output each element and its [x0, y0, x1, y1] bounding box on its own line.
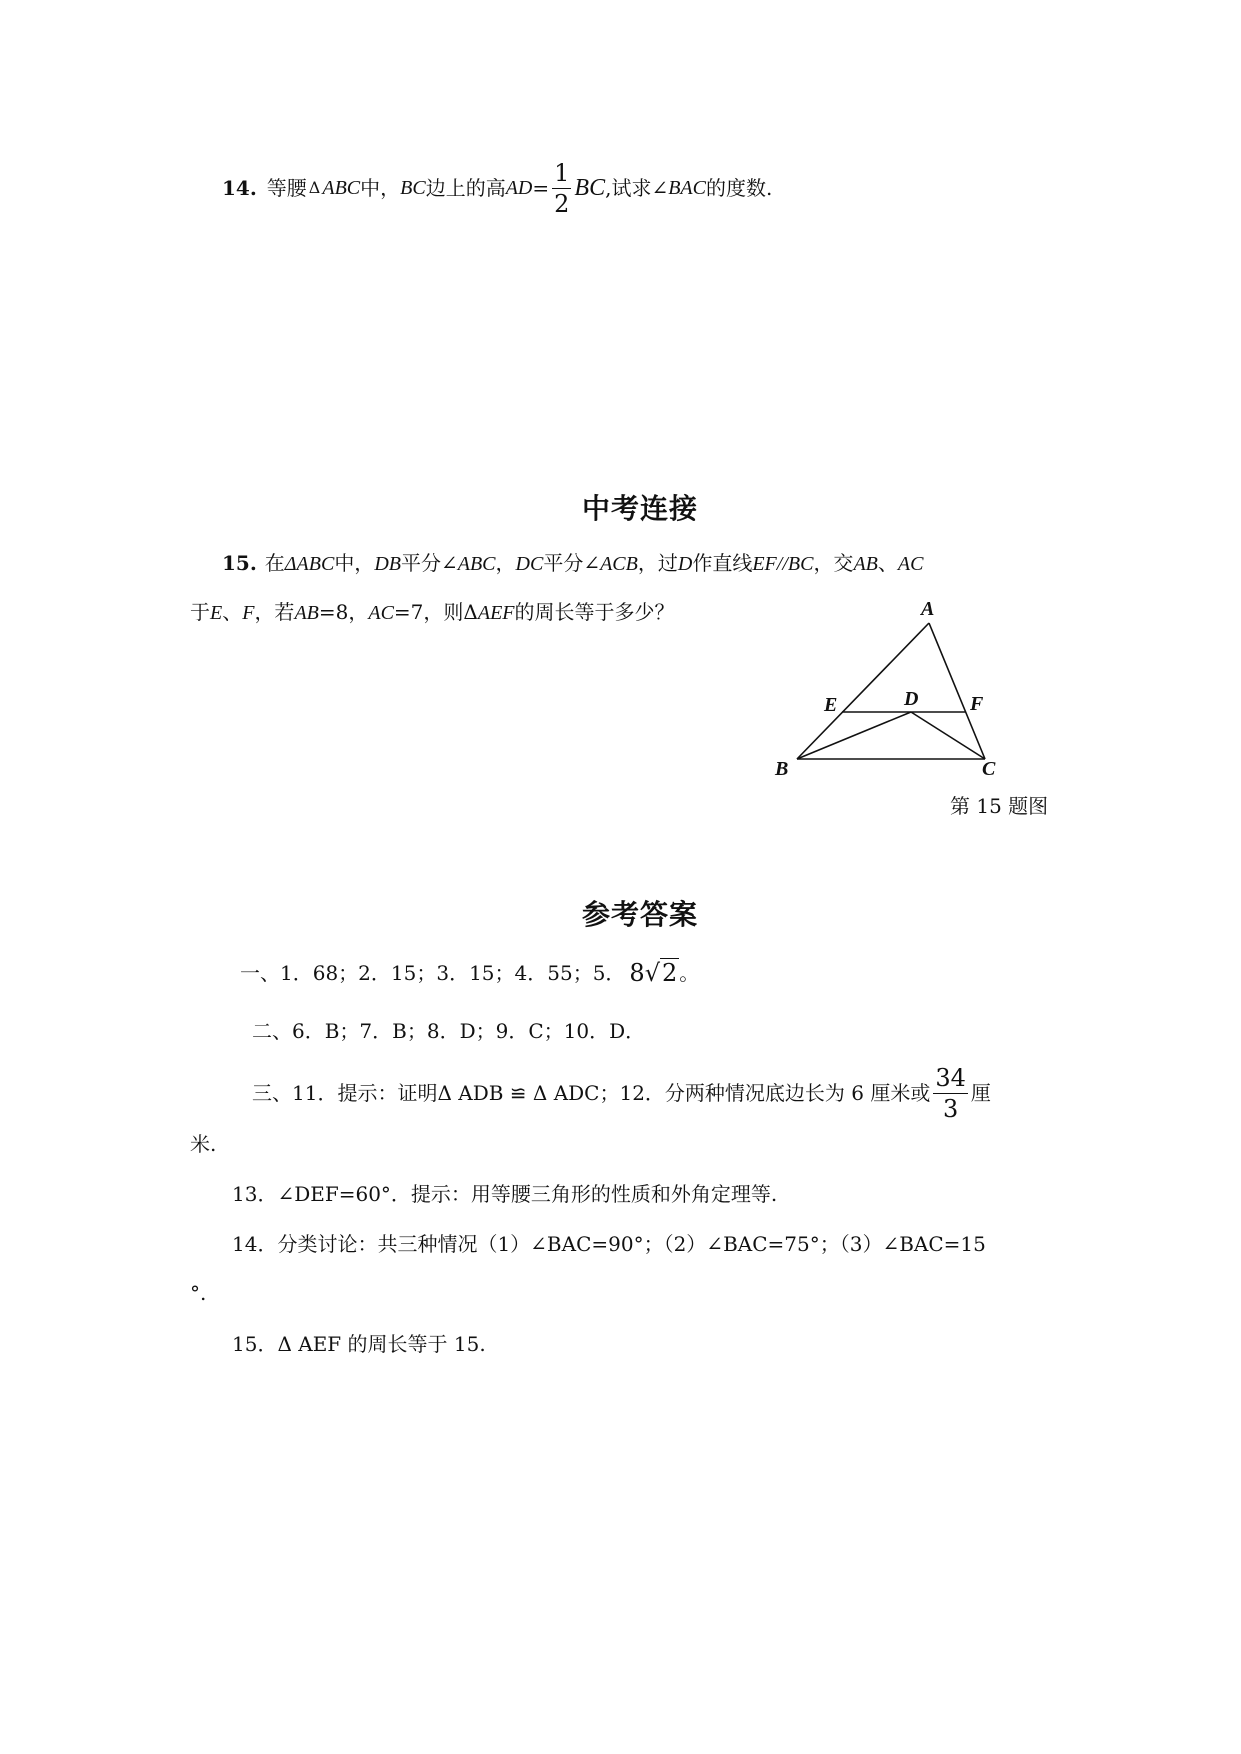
q15-line-1-run: AB [853, 553, 878, 575]
label-c: C [982, 758, 996, 780]
q15-line-2-run: ，若 [254, 600, 295, 624]
q15-line-1-run: DC [515, 553, 544, 575]
q15-line-1-run: ACB [600, 553, 638, 575]
q15-line-2-text [190, 600, 675, 624]
label-b: B [775, 758, 789, 780]
q15-line-1-run: DB [374, 553, 401, 575]
q15-line-1-run: 平分∠ [400, 551, 458, 575]
q15-line-1-run: ΔABC [284, 553, 335, 575]
label-f: F [970, 693, 984, 715]
q14-fraction [552, 158, 571, 218]
q15-line-2-run: 的周长等于多少？ [514, 600, 675, 624]
q15-line-1-run: 平分∠ [543, 551, 601, 575]
sqrt-sign-icon: √ [644, 959, 660, 987]
q14-text-2: 中， [360, 176, 401, 200]
q15-line-1-run: ，交 [813, 551, 854, 575]
q14-angle-bac: BAC [668, 177, 706, 199]
q15-line-2-run: 、 [222, 600, 243, 624]
answer-part-2: 二、6．B；7．B；8．D；9．C；10．D． [252, 1019, 646, 1043]
question-14 [222, 158, 772, 218]
question-15-number: 15. [222, 551, 257, 575]
q15-line-2-run: F [242, 602, 255, 624]
answer-part-3-wrap: 米. [190, 1132, 217, 1156]
q14-fraction-numerator: 1 [554, 158, 570, 187]
answer-14-wrap: °. [190, 1281, 207, 1305]
q14-equals: = [532, 176, 550, 200]
answer-15: 15．Δ AEF 的周长等于 15. [232, 1332, 486, 1356]
q15-line-1-text [265, 551, 924, 575]
section-heading-answers: 参考答案 [581, 898, 698, 931]
q15-line-1-run: 中， [334, 551, 375, 575]
answer-part-1 [240, 960, 699, 986]
q15-line-2-run: AC [368, 602, 394, 624]
answer-part-1-end: 。 [679, 961, 700, 985]
answer-5-coefficient: 8 [629, 959, 645, 987]
q15-line-2-run: =7，则Δ [393, 600, 478, 624]
q14-triangle-symbol: Δ [308, 178, 321, 197]
q14-side-bc: BC [400, 177, 426, 199]
answer-12-fraction [933, 1063, 968, 1123]
q15-line-1-run: ，过 [637, 551, 678, 575]
label-d: D [904, 688, 919, 710]
section-heading-zhongkao: 中考连接 [581, 492, 698, 525]
answer-part-3-end: 厘 [970, 1081, 991, 1105]
answer-13: 13．∠DEF=60°．提示：用等腰三角形的性质和外角定理等. [232, 1182, 778, 1206]
answer-14: 14．分类讨论：共三种情况（1）∠BAC=90°；（2）∠BAC=75°；（3）∠BAC=15 [232, 1232, 986, 1256]
q15-line-2-run: AEF [477, 602, 515, 624]
q14-height-ad: AD [505, 177, 533, 199]
question-15-line-1 [222, 550, 923, 577]
sqrt-radicand: 2 [662, 959, 678, 987]
q15-line-1-run: 作直线 [692, 551, 753, 575]
question-14-number: 14. [222, 176, 257, 200]
answer-12-denominator: 3 [943, 1094, 959, 1123]
segment-cd [911, 712, 985, 759]
answer-part-3-text: 三、11．提示：证明Δ ADB ≌ Δ ADC；12．分两种情况底边长为 6 厘米或 [252, 1081, 931, 1105]
figure-caption: 第 15 题图 [950, 794, 1049, 818]
q15-line-2-run: 于 [190, 600, 210, 624]
q14-text-3: 边上的高 [425, 176, 506, 200]
q15-line-2-run: E [210, 602, 223, 624]
q15-line-1-run: 在 [264, 551, 285, 575]
q15-line-2-run: AB [294, 602, 319, 624]
q14-side-bc-2: BC [574, 175, 606, 201]
q15-line-1-run: 、 [877, 551, 898, 575]
q14-triangle-name: ABC [322, 177, 361, 199]
answer-part-1-text: 一、1．68；2．15；3．15；4．55；5． [240, 961, 626, 985]
q15-line-1-run: D [677, 553, 693, 575]
q14-text-4: ,试求∠ [605, 176, 669, 200]
answer-part-3 [252, 1060, 991, 1126]
label-e: E [824, 694, 838, 716]
side-ac [929, 623, 985, 759]
q15-line-1-run: EF//BC [752, 553, 814, 575]
q15-line-2-run: =8， [318, 600, 369, 624]
segment-bd [797, 712, 911, 759]
answer-12-numerator: 34 [935, 1063, 966, 1092]
question-15-line-2 [190, 599, 675, 626]
q14-text-1: 等腰 [266, 176, 307, 200]
label-a: A [921, 598, 935, 620]
q15-line-1-run: AC [897, 553, 924, 575]
sqrt-expression [645, 960, 680, 986]
q15-line-1-run: ， [495, 551, 516, 575]
q15-line-1-run: ABC [457, 553, 496, 575]
triangle-figure [770, 595, 1060, 790]
q14-fraction-denominator: 2 [554, 189, 570, 218]
q14-text-5: 的度数. [706, 176, 773, 200]
